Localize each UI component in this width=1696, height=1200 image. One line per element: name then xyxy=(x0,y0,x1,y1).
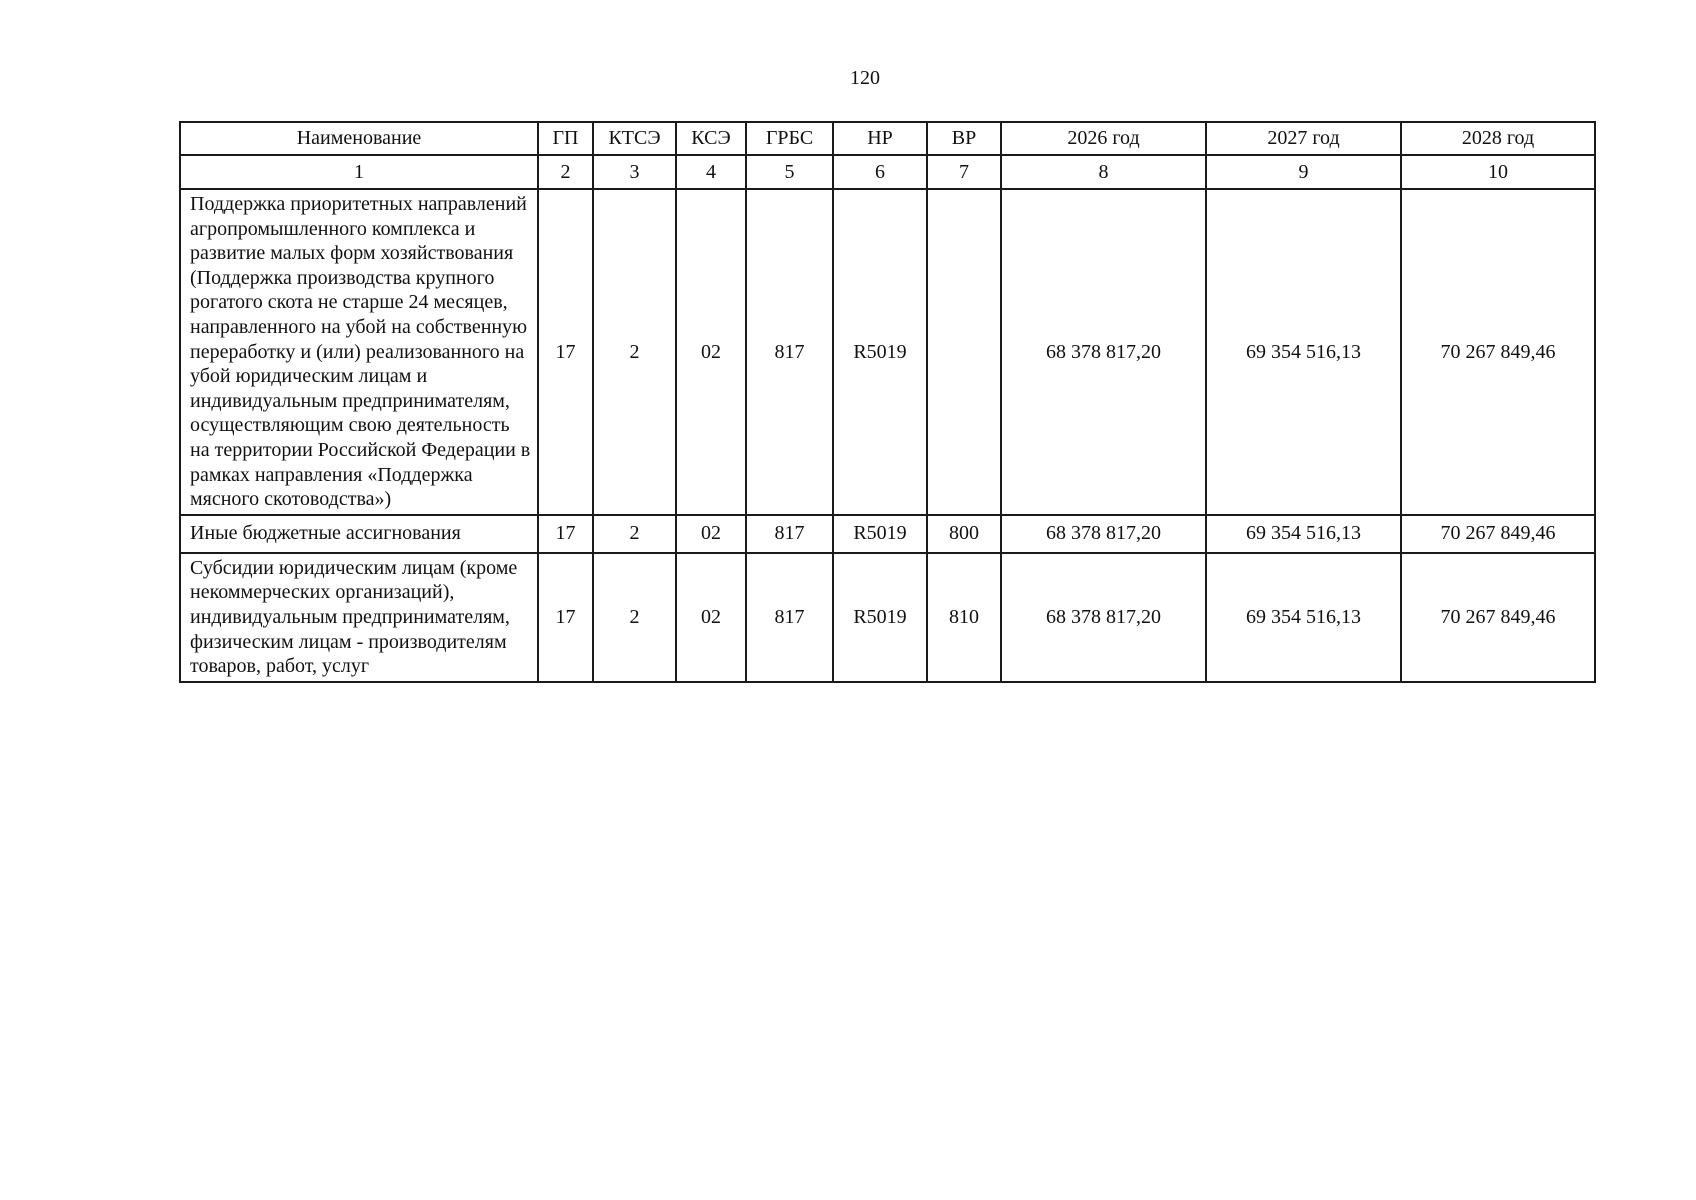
header-grbs: ГРБС xyxy=(746,122,833,155)
row-name: Поддержка приоритетных направлений агропромышленного комплекса и развитие малых форм хозяйствования (Поддержка производства крупного рогатого скота не старше 24 месяцев, направленного на убой на собственную переработку и (или) реализованного на убой юридическим лицам и индивидуальным предпринимателям, осуществляющим свою деятельность на территории Российской Федерации в рамках направления «Поддержка мясного скотоводства») xyxy=(180,189,538,515)
header-row xyxy=(180,122,1595,155)
row-amount-2028: 70 267 849,46 xyxy=(1401,515,1595,553)
row-grbs: 817 xyxy=(746,189,833,515)
row-amount-2027: 69 354 516,13 xyxy=(1206,553,1401,682)
row-kse: 02 xyxy=(676,553,746,682)
table-row xyxy=(180,515,1595,553)
row-vr: 810 xyxy=(927,553,1001,682)
header-vr: ВР xyxy=(927,122,1001,155)
column-number: 9 xyxy=(1206,155,1401,189)
row-kse: 02 xyxy=(676,189,746,515)
column-number: 1 xyxy=(180,155,538,189)
row-name: Субсидии юридическим лицам (кроме некоммерческих организаций), индивидуальным предпринимателям, физическим лицам - производителям товаров, работ, услуг xyxy=(180,553,538,682)
header-2026: 2026 год xyxy=(1001,122,1206,155)
column-number: 8 xyxy=(1001,155,1206,189)
header-name: Наименование xyxy=(180,122,538,155)
budget-table xyxy=(179,121,1596,683)
table-row xyxy=(180,189,1595,515)
row-vr: 800 xyxy=(927,515,1001,553)
row-amount-2027: 69 354 516,13 xyxy=(1206,189,1401,515)
header-2028: 2028 год xyxy=(1401,122,1595,155)
row-gp: 17 xyxy=(538,515,593,553)
row-amount-2026: 68 378 817,20 xyxy=(1001,553,1206,682)
row-nr: R5019 xyxy=(833,515,927,553)
header-kse: КСЭ xyxy=(676,122,746,155)
row-amount-2027: 69 354 516,13 xyxy=(1206,515,1401,553)
header-nr: НР xyxy=(833,122,927,155)
column-number: 10 xyxy=(1401,155,1595,189)
row-kse: 02 xyxy=(676,515,746,553)
column-number: 4 xyxy=(676,155,746,189)
column-number: 3 xyxy=(593,155,676,189)
column-number: 2 xyxy=(538,155,593,189)
header-gp: ГП xyxy=(538,122,593,155)
row-nr: R5019 xyxy=(833,553,927,682)
column-number-row xyxy=(180,155,1595,189)
column-number: 5 xyxy=(746,155,833,189)
row-amount-2026: 68 378 817,20 xyxy=(1001,189,1206,515)
row-grbs: 817 xyxy=(746,553,833,682)
row-name: Иные бюджетные ассигнования xyxy=(180,515,538,553)
row-ktse: 2 xyxy=(593,553,676,682)
row-grbs: 817 xyxy=(746,515,833,553)
header-ktse: КТСЭ xyxy=(593,122,676,155)
column-number: 7 xyxy=(927,155,1001,189)
row-ktse: 2 xyxy=(593,189,676,515)
row-amount-2028: 70 267 849,46 xyxy=(1401,553,1595,682)
row-nr: R5019 xyxy=(833,189,927,515)
row-amount-2026: 68 378 817,20 xyxy=(1001,515,1206,553)
header-2027: 2027 год xyxy=(1206,122,1401,155)
column-number: 6 xyxy=(833,155,927,189)
row-gp: 17 xyxy=(538,189,593,515)
row-ktse: 2 xyxy=(593,515,676,553)
row-gp: 17 xyxy=(538,553,593,682)
table-row xyxy=(180,553,1595,682)
row-amount-2028: 70 267 849,46 xyxy=(1401,189,1595,515)
page-number: 120 xyxy=(850,67,880,89)
row-vr xyxy=(927,189,1001,515)
